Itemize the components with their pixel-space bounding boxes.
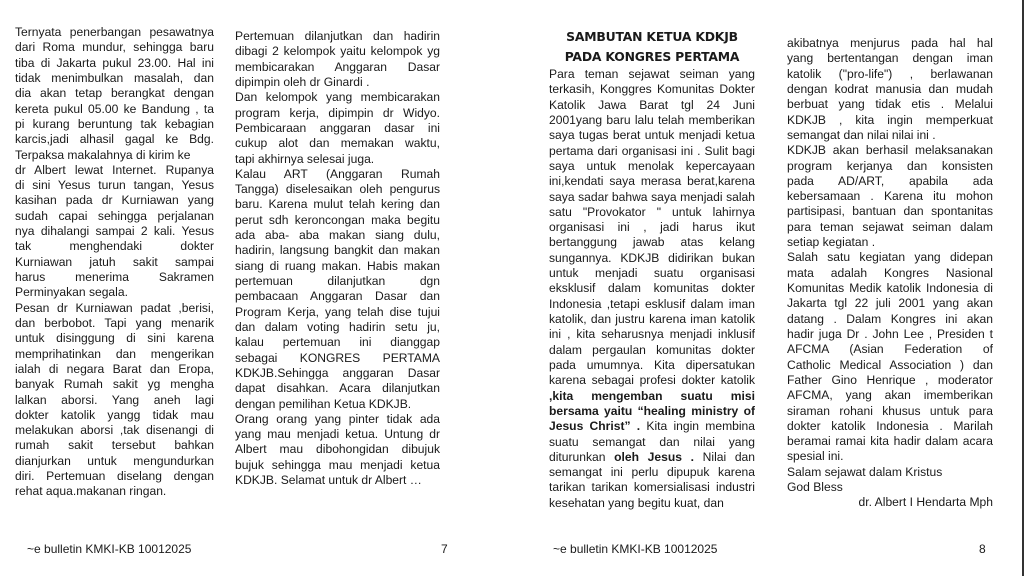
- text-line: hadir juga Dr . John Lee , Presiden t: [787, 326, 993, 341]
- text-line: Ternyata penerbangan pesawatnya: [15, 25, 214, 39]
- article-title: [549, 27, 755, 67]
- text-line: Dan kelompok yang membicarakan: [235, 90, 440, 105]
- page-8-column-2-body: [787, 36, 993, 495]
- signature: dr. Albert I Hendarta Mph: [858, 495, 993, 510]
- text-line: memprihatinkan dan mengerikan: [15, 346, 214, 361]
- text-line: spesial ini.: [787, 449, 844, 464]
- text-line: satu "Provokator " untuk lahirnya: [549, 204, 755, 219]
- text-line: pertemuan dilanjutkan dgn: [235, 274, 440, 288]
- text-line: perut sdh keroncongan maka begitu: [235, 212, 440, 227]
- text-line: banyak Rumah sakit yg mengha: [15, 377, 214, 392]
- text-line: tapi akhirnya selesai juga.: [235, 151, 375, 166]
- text-line: pada umumnya. Kita dipersatukan: [549, 357, 755, 372]
- text-line: Father Gino Henrique , moderator: [787, 372, 993, 387]
- text-line: eksklusif dalam komunitas dokter: [549, 281, 755, 296]
- text-line: dalam pergaulan komunitas dokter: [549, 342, 755, 357]
- text-line: God Bless: [787, 480, 843, 495]
- text-line: melakukan aborsi ,tak disenangi di: [15, 423, 214, 438]
- text-line: Jakarta tgl 22 juli 2001 yang akan: [787, 296, 993, 311]
- mixed-line: [549, 450, 755, 465]
- text-line: ini , kita seharusnya menjadi inklusif: [549, 327, 755, 342]
- page-8-footer: ~e bulletin KMKI-KB 10012025: [553, 542, 718, 556]
- text-line: ialah di negara Barat dan Eropa,: [15, 361, 214, 376]
- text-line: Albert mau dibohongidan dibujuk: [235, 442, 440, 457]
- text-line: KDKJB akan berhasil melaksanakan: [787, 143, 993, 158]
- text-line: dapat disahkan. Acara dilanjutkan: [235, 381, 440, 396]
- text-line: tiba di Jakarta pukul 23.00. Hal ini: [15, 55, 214, 70]
- text-line: Program Kerja, yang telah dise tujui: [235, 304, 440, 319]
- text-line: karcis,jadi alhasil gagal ke Bdg.: [15, 132, 214, 147]
- page-7-number: 7: [441, 542, 448, 556]
- text-line: rumah sakit tersebut bahkan: [15, 438, 214, 453]
- text-line: bujuk sehingga mau menjadi ketua: [235, 457, 440, 472]
- page-7-column-1: [15, 25, 214, 500]
- text-line: organisasi ini , jadi harus ikut: [549, 220, 755, 235]
- text-line: dengan pemilihan Ketua KDKJB.: [235, 396, 412, 411]
- page-8-column-2: [787, 36, 993, 511]
- text-line: sudah capai sehingga perjalanan: [15, 208, 214, 223]
- text-line: yang bertentangan dengan iman: [787, 51, 993, 66]
- text-line: kalau pertemuan ini dianggap: [235, 335, 440, 350]
- text-line: pada AD/ART, apabila ada: [787, 173, 993, 188]
- text-line: Perminyakan segala.: [15, 285, 128, 300]
- text-line: pertama dari organisasi ini . Sulit bagi: [549, 143, 755, 158]
- text-line: cukup alot dan memakan waktu,: [235, 136, 440, 151]
- page-8-column-1: [549, 67, 755, 511]
- bold-line: ,kita mengemban suatu misi: [549, 388, 755, 403]
- text-line: Komunitas Medik katolik Indonesia di: [787, 281, 993, 295]
- text-line: KDKJB , kita ingin memperkuat: [787, 112, 993, 127]
- text-line: Para teman sejawat seiman yang: [549, 67, 755, 81]
- text-line: Kalau ART (Anggaran Rumah: [235, 166, 440, 181]
- text-line: rehat aqua.makanan ringan.: [15, 484, 167, 499]
- text-line: baru. Karena mulut telah kering dan: [235, 197, 440, 212]
- text-line: semangat dan nilai nilai ini .: [787, 127, 936, 142]
- text-line: pembacaan Anggaran Dasar dan: [235, 289, 440, 304]
- text-line: Salam sejawat dalam Kristus: [787, 464, 943, 479]
- normal-text: Nilai dan: [693, 449, 755, 464]
- text-line: siang di ruang makan. Habis makan: [235, 258, 440, 273]
- text-line: pi kurang beruntung tak kebagian: [15, 116, 214, 131]
- text-line: KDKJB.Sehingga anggaran Dasar: [235, 365, 440, 380]
- bold-text: Jesus Christ” .: [549, 419, 641, 434]
- article-title-line-2: PADA KONGRES PERTAMA: [564, 49, 740, 64]
- text-line: Kurniawan jatuh sakit sampai: [15, 254, 214, 269]
- mixed-line: [549, 419, 755, 434]
- bold-text: oleh Jesus .: [614, 449, 694, 464]
- text-line: hadirin, langsung bangkit dan makan: [235, 243, 440, 258]
- text-line: Indonesia ,tetapi esklusif dalam iman: [549, 296, 755, 311]
- text-line: ini,kendati saya merasa berat,karena: [549, 174, 755, 189]
- page-8-number: 8: [979, 542, 986, 556]
- text-line: kebersamaan . Karena itu mohon: [787, 189, 993, 204]
- text-line: dan berbobot. Tapi yang menarik: [15, 315, 214, 330]
- text-line: beramai ramai kita hadir dalam acara: [787, 434, 993, 449]
- text-line: AFCMA (Asian Federation of: [787, 342, 993, 357]
- text-line: diri. Pertemuan diselang dengan: [15, 469, 214, 484]
- text-line: program kerjanya dan konsisten: [787, 158, 993, 173]
- text-line: kesehatan yang begitu kuat, dan: [549, 495, 724, 510]
- text-line: dan dalam voting hadirin setu ju,: [235, 319, 440, 334]
- text-line: nya dihalangi sampai 2 kali. Yesus: [15, 224, 214, 239]
- text-line: membicarakan Anggaran Dasar: [235, 59, 440, 74]
- text-line: AFCMA, yang akan imemberikan: [787, 388, 993, 403]
- text-line: program kerja, dipimpin dr Widyo.: [235, 105, 440, 120]
- text-line: untuk menjadi suatu organisasi: [549, 266, 755, 281]
- text-line: sebagai KONGRES PERTAMA: [235, 350, 440, 365]
- bold-line: bersama yaitu “healing ministry of: [549, 403, 755, 418]
- text-line: KDKJB. Selamat untuk dr Albert …: [235, 473, 422, 488]
- text-line: lalkan aborsi. Yang aneh lagi: [15, 392, 214, 407]
- text-line: saya tugas berat untuk menjadi ketua: [549, 128, 755, 143]
- text-line: kereta pukul 05.00 ke Bandung , ta: [15, 101, 214, 116]
- text-line: katolik ("pro-life") , berlawanan: [787, 66, 993, 81]
- text-line: Pesan dr Kurniawan padat ,berisi,: [15, 300, 214, 315]
- text-line: karena sebagai profesi dokter katolik: [549, 373, 755, 388]
- text-line: 2001yang baru lalu telah memberikan: [549, 112, 755, 127]
- text-line: datang . Dalam Kongres ini akan: [787, 311, 993, 326]
- text-line: semangat ini perlu dipupuk karena: [549, 465, 755, 480]
- text-line: siraman rohani khusus untuk para: [787, 403, 993, 418]
- text-line: tarikan tarikan komersialisasi industri: [549, 480, 755, 495]
- page-8-column-1-body: [549, 67, 755, 389]
- text-line: dr Albert lewat Internet. Rupanya: [15, 162, 214, 177]
- text-line: dia akan tetap berangkat dengan: [15, 86, 214, 101]
- text-line: dianjurkan untuk mengundurkan: [15, 453, 214, 468]
- article-title-line-1: SAMBUTAN KETUA KDKJB: [566, 29, 738, 44]
- text-line: katolik, dan justru karena iman katolik: [549, 312, 755, 326]
- text-line: saya sadar bahwa saya menjadi salah: [549, 189, 755, 204]
- page-8: [512, 0, 1024, 576]
- text-line: Pembicaraan anggaran dasar ini: [235, 120, 440, 135]
- text-line: setiap kegiatan .: [787, 235, 876, 250]
- text-line: terkasih, Konggres Komunitas Dokter: [549, 82, 755, 97]
- text-line: tidak menimbulkan masalah, dan: [15, 70, 214, 85]
- text-line: Tangga) diselesaikan oleh pengurus: [235, 182, 440, 197]
- text-line: kasihan pada dr Kurniawan yang: [15, 193, 214, 208]
- text-line: di sini Yesus turun tangan, Yesus: [15, 178, 214, 193]
- page-8-column-1-tail: [549, 465, 755, 511]
- text-line: Terpaksa makalahnya di kirim ke: [15, 147, 191, 162]
- text-line: bertanggung jawab atas kelang: [549, 235, 755, 250]
- text-line: mata adalah Kongres Nasional: [787, 265, 993, 280]
- text-line: Pertemuan dilanjutkan dan hadirin: [235, 29, 440, 43]
- text-line: dengan kodrat manusia dan mudah: [787, 81, 993, 96]
- text-line: sungannya. KDKJB didirikan bukan: [549, 250, 755, 265]
- text-line: Katolik Jawa Barat tgl 24 Juni: [549, 97, 755, 112]
- text-line: suatu semangat dan nilai yang: [549, 434, 755, 449]
- normal-text: Kita ingin membina: [640, 419, 755, 434]
- text-line: ada aba- aba makan siang dulu,: [235, 228, 440, 243]
- text-line: yang mau menjadi ketua. Untung dr: [235, 427, 440, 442]
- text-line: dari Roma mundur, sehingga baru: [15, 40, 214, 55]
- text-line: dokter katolik yangg tidak mau: [15, 407, 214, 422]
- text-line: berbuat yang tidak etis . Melalui: [787, 97, 993, 112]
- text-line: dipimpin oleh dr Ginardi .: [235, 74, 370, 89]
- text-line: akibatnya menjurus pada hal hal: [787, 36, 993, 50]
- normal-text: diturunkan: [549, 449, 615, 464]
- text-line: partisipasi, bantuan dan spontanitas: [787, 204, 993, 219]
- text-line: para teman sejawat seiman dalam: [787, 219, 993, 234]
- page-7-footer: ~e bulletin KMKI-KB 10012025: [27, 542, 192, 556]
- text-line: dibagi 2 kelompok yaitu kelompok yg: [235, 44, 440, 59]
- text-line: Orang orang yang pinter tidak ada: [235, 411, 440, 426]
- page-7-column-2: [235, 29, 440, 488]
- text-line: saya untuk menolak kepercayaan: [549, 158, 755, 173]
- text-line: Salah satu kegiatan yang didepan: [787, 250, 993, 265]
- text-line: tak menghendaki dokter: [15, 239, 214, 254]
- text-line: harus menerima Sakramen: [15, 270, 214, 284]
- text-line: Catholic Medical Association ) dan: [787, 357, 993, 372]
- text-line: dokter katolik Indonesia . Marilah: [787, 418, 993, 433]
- text-line: untuk disinggung di sini karena: [15, 331, 214, 346]
